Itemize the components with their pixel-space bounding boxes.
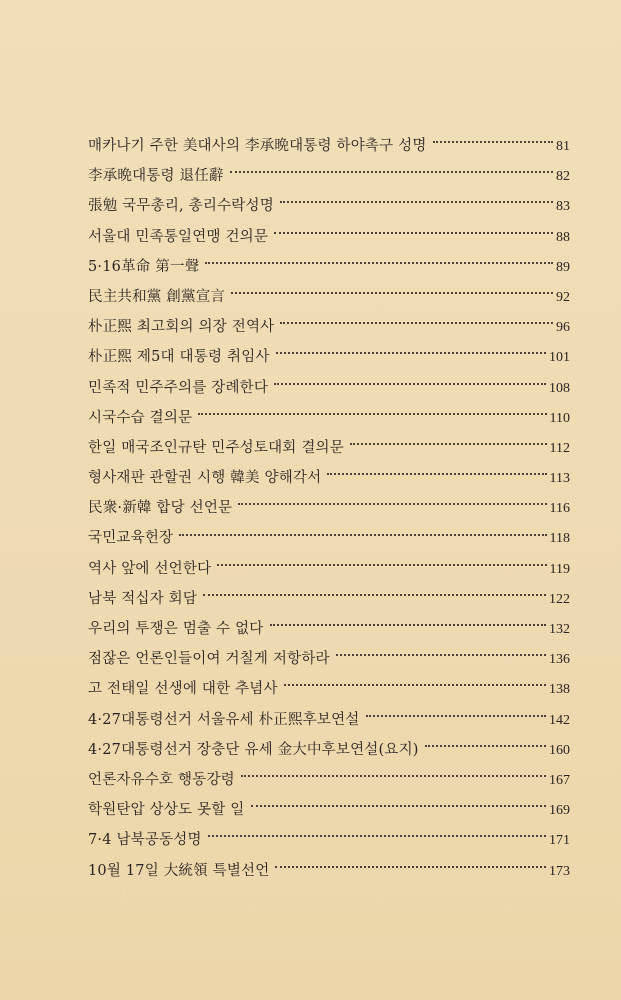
toc-entry-page: 82 xyxy=(556,169,570,185)
dot-leader xyxy=(270,624,546,626)
toc-entry xyxy=(88,856,570,886)
toc-entry xyxy=(88,795,570,825)
toc-entry-page: 101 xyxy=(549,350,570,366)
toc-entry-title: 한일 매국조인규탄 민주성토대회 결의문 xyxy=(88,439,344,456)
toc-entry xyxy=(88,825,570,855)
dot-leader xyxy=(276,352,546,354)
toc-entry xyxy=(88,252,570,282)
dot-leader xyxy=(205,262,553,264)
toc-entry xyxy=(88,644,570,674)
toc-entry-page: 171 xyxy=(549,833,570,849)
toc-entry-title: 우리의 투쟁은 멈출 수 없다 xyxy=(88,621,264,637)
toc-entry-title: 시국수습 결의문 xyxy=(88,409,193,426)
toc-entry xyxy=(88,342,570,372)
toc-entry-title: 民主共和黨 創黨宣言 xyxy=(88,288,226,305)
toc-entry-title: 5·16革命 第一聲 xyxy=(88,258,200,275)
dot-leader xyxy=(350,443,547,445)
toc-entry-title: 매카나기 주한 美대사의 李承晩대통령 하야촉구 성명 xyxy=(88,138,427,154)
toc-entry-title: 남북 적십자 회담 xyxy=(88,590,198,607)
toc-entry-page: 118 xyxy=(549,531,570,547)
dot-leader xyxy=(198,413,546,415)
toc-entry xyxy=(88,705,570,735)
toc-entry-page: 113 xyxy=(549,471,570,487)
toc-entry-page: 173 xyxy=(549,863,570,879)
toc-entry-title: 역사 앞에 선언한다 xyxy=(88,560,212,577)
toc-entry-page: 83 xyxy=(556,199,570,215)
dot-leader xyxy=(280,322,553,324)
toc-entry-page: 119 xyxy=(549,561,570,577)
toc-entry xyxy=(88,554,570,584)
dot-leader xyxy=(275,866,546,868)
toc-entry xyxy=(88,765,570,795)
toc-entry xyxy=(88,433,570,463)
toc-entry-page: 116 xyxy=(549,501,570,517)
toc-entry-page: 138 xyxy=(549,682,570,698)
toc-entry xyxy=(88,282,570,312)
toc-entry-title: 朴正熙 최고회의 의장 전역사 xyxy=(88,319,275,336)
toc-entry-title: 학원탄압 상상도 못할 일 xyxy=(88,802,245,819)
toc-entry-title: 서울대 민족통일연맹 건의문 xyxy=(88,228,269,245)
toc-entry-title: 점잖은 언론인들이여 거칠게 저항하라 xyxy=(88,651,330,668)
toc-entry-title: 朴正熙 제5대 대통령 취임사 xyxy=(88,349,270,366)
dot-leader xyxy=(274,383,546,385)
toc-entry-page: 112 xyxy=(549,440,570,456)
toc-entry xyxy=(88,161,570,191)
toc-entry-page: 110 xyxy=(549,410,570,426)
toc-entry xyxy=(88,614,570,644)
toc-entry-page: 88 xyxy=(556,229,570,245)
toc-entry-page: 167 xyxy=(549,772,570,788)
toc-entry xyxy=(88,191,570,221)
dot-leader xyxy=(251,805,547,807)
dot-leader xyxy=(274,232,553,234)
toc-entry xyxy=(88,584,570,614)
toc-entry-page: 108 xyxy=(549,380,570,396)
toc-entry xyxy=(88,373,570,403)
toc-entry xyxy=(88,674,570,704)
toc-entry-page: 142 xyxy=(549,712,570,728)
toc-entry-title: 4·27대통령선거 장충단 유세 金大中후보연설(요지) xyxy=(88,741,419,758)
toc-entry-title: 언론자유수호 행동강령 xyxy=(88,771,235,788)
toc-entry-title: 고 전태일 선생에 대한 추념사 xyxy=(88,681,278,698)
toc-entry-title: 국민교육헌장 xyxy=(88,530,174,547)
toc-entry xyxy=(88,312,570,342)
toc-entry xyxy=(88,222,570,252)
toc-entry-title: 4·27대통령선거 서울유세 朴正熙후보연설 xyxy=(88,711,360,728)
dot-leader xyxy=(179,534,546,536)
toc-entry-page: 132 xyxy=(549,622,570,637)
toc-entry-title: 張勉 국무총리, 총리수락성명 xyxy=(88,198,274,215)
dot-leader xyxy=(433,141,553,143)
toc-entry xyxy=(88,523,570,553)
toc-entry-page: 81 xyxy=(556,139,570,154)
toc-entry xyxy=(88,403,570,433)
toc-entry-page: 122 xyxy=(549,591,570,607)
dot-leader xyxy=(203,594,546,596)
dot-leader xyxy=(230,171,553,173)
dot-leader xyxy=(280,201,553,203)
toc-entry-title: 李承晩대통령 退任辭 xyxy=(88,168,224,185)
toc-entry xyxy=(88,493,570,523)
dot-leader xyxy=(284,684,546,686)
dot-leader xyxy=(241,775,546,777)
toc-entry-title: 民衆·新韓 합당 선언문 xyxy=(88,500,233,517)
toc-entry-page: 136 xyxy=(549,652,570,668)
dot-leader xyxy=(425,745,546,747)
dot-leader xyxy=(336,654,546,656)
dot-leader xyxy=(231,292,553,294)
toc-entry-title: 민족적 민주주의를 장례한다 xyxy=(88,379,269,396)
dot-leader xyxy=(366,715,547,717)
toc-entry xyxy=(88,735,570,765)
toc-entry-page: 92 xyxy=(556,289,570,305)
toc-entry xyxy=(88,131,570,161)
dot-leader xyxy=(238,503,546,505)
table-of-contents xyxy=(88,131,570,886)
dot-leader xyxy=(217,564,546,566)
dot-leader xyxy=(208,835,546,837)
toc-entry xyxy=(88,463,570,493)
toc-entry-page: 89 xyxy=(556,259,570,275)
toc-entry-page: 160 xyxy=(549,742,570,758)
dot-leader xyxy=(327,473,546,475)
toc-entry-page: 96 xyxy=(556,320,570,336)
toc-entry-title: 7·4 남북공동성명 xyxy=(88,832,202,849)
toc-entry-title: 형사재판 관할권 시행 韓美 양해각서 xyxy=(88,470,322,487)
toc-entry-page: 169 xyxy=(549,803,570,819)
toc-entry-title: 10월 17일 大統領 특별선언 xyxy=(88,862,270,879)
